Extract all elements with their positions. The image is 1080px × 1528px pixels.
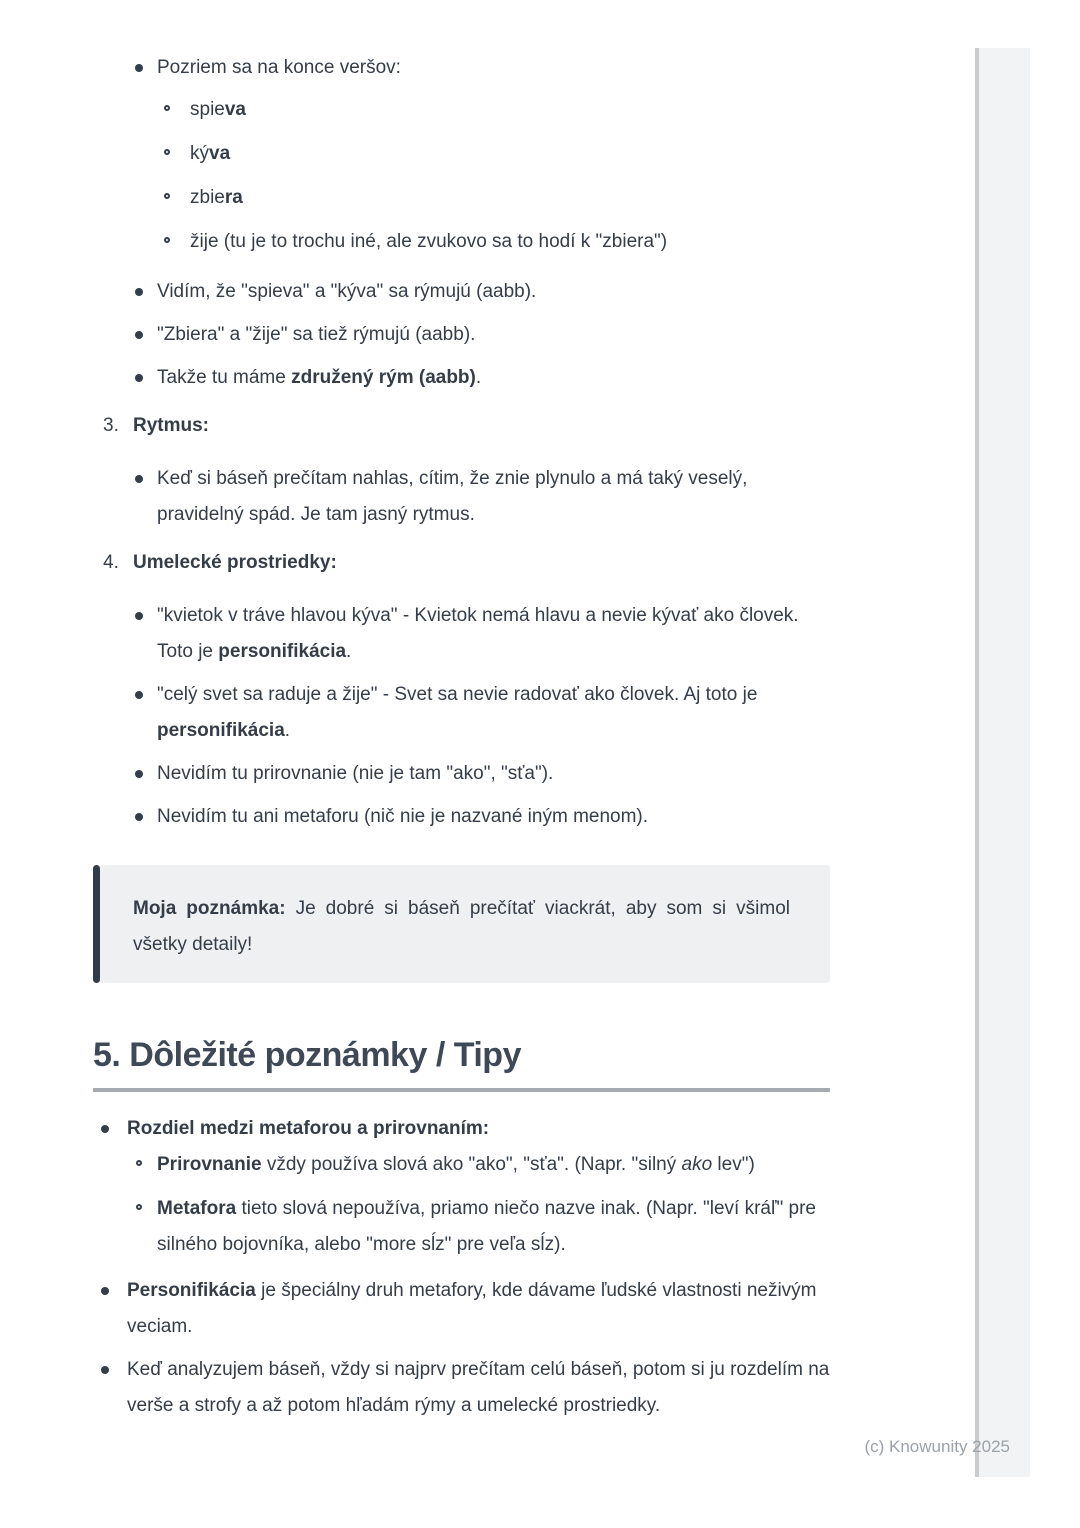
list-item-text: kýva	[190, 143, 231, 164]
tips-list	[93, 1111, 830, 1424]
bullet-icon	[135, 288, 143, 296]
list-item-text: "celý svet sa raduje a žije" - Svet sa nevie radovať ako človek. Aj toto je personifikácia.	[157, 684, 758, 741]
list-item-text: zbiera	[190, 187, 243, 208]
list-item-text: žije (tu je to trochu iné, ale zvukovo sa to hodí k "zbiera")	[190, 231, 668, 252]
note-text: Moja poznámka: Je dobré si báseň prečítať viackrát, aby som si všimol všetky detaily!	[133, 898, 790, 955]
bullet-icon	[135, 612, 143, 620]
list-item	[93, 598, 830, 670]
bullet-icon	[135, 770, 143, 778]
rhythm-list	[93, 461, 830, 533]
list-item	[157, 180, 830, 216]
circle-bullet-icon	[164, 105, 170, 111]
bullet-icon	[101, 1287, 109, 1295]
rhyme-analysis-list	[93, 50, 830, 396]
list-item	[93, 677, 830, 749]
list-item-text: Nevidím tu prirovnanie (nie je tam "ako", "sťa").	[157, 763, 554, 784]
note-callout-bar	[93, 865, 100, 983]
list-item	[127, 1191, 830, 1263]
list-item-text: Pozriem sa na konce veršov:	[157, 57, 401, 78]
bullet-icon	[135, 813, 143, 821]
bullet-icon	[135, 331, 143, 339]
circle-bullet-icon	[164, 237, 170, 243]
numbered-item-umelecke-prostriedky	[93, 545, 830, 581]
section-heading: 5. Dôležité poznámky / Tipy	[93, 1036, 521, 1074]
list-item	[93, 1352, 830, 1424]
list-item	[93, 274, 830, 310]
list-item-text: "Zbiera" a "žije" sa tiež rýmujú (aabb).	[157, 324, 476, 345]
list-item-text: Keď si báseň prečítam nahlas, cítim, že znie plynulo a má taký veselý, pravidelný spád. Je tam jasný rytmus.	[157, 468, 748, 525]
list-item-text: Rozdiel medzi metaforou a prirovnaním:	[127, 1118, 490, 1139]
heading-rule	[93, 1088, 830, 1092]
numbered-item-rytmus	[93, 408, 830, 444]
circle-bullet-icon	[164, 149, 170, 155]
list-item-text: Takže tu máme združený rým (aabb).	[157, 367, 482, 388]
item-label: Umelecké prostriedky:	[133, 552, 337, 573]
circle-bullet-icon	[164, 193, 170, 199]
list-item	[93, 317, 830, 353]
list-item-text: Keď analyzujem báseň, vždy si najprv prečítam celú báseň, potom si ju rozdelím na verše a strofy a až potom hľadám rýmy a umelecké prostriedky.	[127, 1359, 830, 1416]
bullet-icon	[101, 1125, 109, 1133]
list-item	[93, 360, 830, 396]
bullet-icon	[135, 374, 143, 382]
list-item	[157, 92, 830, 128]
bullet-icon	[135, 691, 143, 699]
list-item	[157, 136, 830, 172]
list-item	[93, 1273, 830, 1345]
item-number: 4.	[103, 552, 119, 573]
list-item	[93, 799, 830, 835]
list-item-text: spieva	[190, 99, 246, 120]
verse-endings-sublist	[157, 92, 830, 260]
circle-bullet-icon	[136, 1204, 142, 1210]
list-item	[93, 756, 830, 792]
note-callout	[93, 865, 830, 983]
metaphor-vs-simile-sublist	[127, 1147, 830, 1263]
bullet-icon	[135, 475, 143, 483]
footer-copyright: (c) Knowunity 2025	[864, 1437, 1010, 1456]
devices-list	[93, 598, 830, 835]
item-number: 3.	[103, 415, 119, 436]
scrollbar-track[interactable]	[975, 48, 1030, 1477]
list-item	[93, 1111, 830, 1263]
list-item	[93, 50, 830, 260]
list-item-text: "kvietok v tráve hlavou kýva" - Kvietok nemá hlavu a nevie kývať ako človek. Toto je personifikácia.	[157, 605, 799, 662]
list-item-text: Nevidím tu ani metaforu (nič nie je nazvané iným menom).	[157, 806, 649, 827]
bullet-icon	[101, 1366, 109, 1374]
document-page	[93, 50, 830, 1431]
list-item	[127, 1147, 830, 1183]
item-label: Rytmus:	[133, 415, 210, 436]
circle-bullet-icon	[136, 1160, 142, 1166]
list-item-text: Vidím, že "spieva" a "kýva" sa rýmujú (aabb).	[157, 281, 537, 302]
list-item	[157, 224, 830, 260]
list-item-text: Prirovnanie vždy používa slová ako "ako", "sťa". (Napr. "silný ako lev")	[157, 1154, 755, 1175]
list-item-text: Personifikácia je špeciálny druh metafory, kde dávame ľudské vlastnosti neživým veciam.	[127, 1280, 817, 1337]
bullet-icon	[135, 64, 143, 72]
list-item	[93, 461, 830, 533]
list-item-text: Metafora tieto slová nepoužíva, priamo niečo nazve inak. (Napr. "leví kráľ" pre silného bojovníka, alebo "more sĺz" pre veľa sĺz).	[157, 1198, 817, 1255]
